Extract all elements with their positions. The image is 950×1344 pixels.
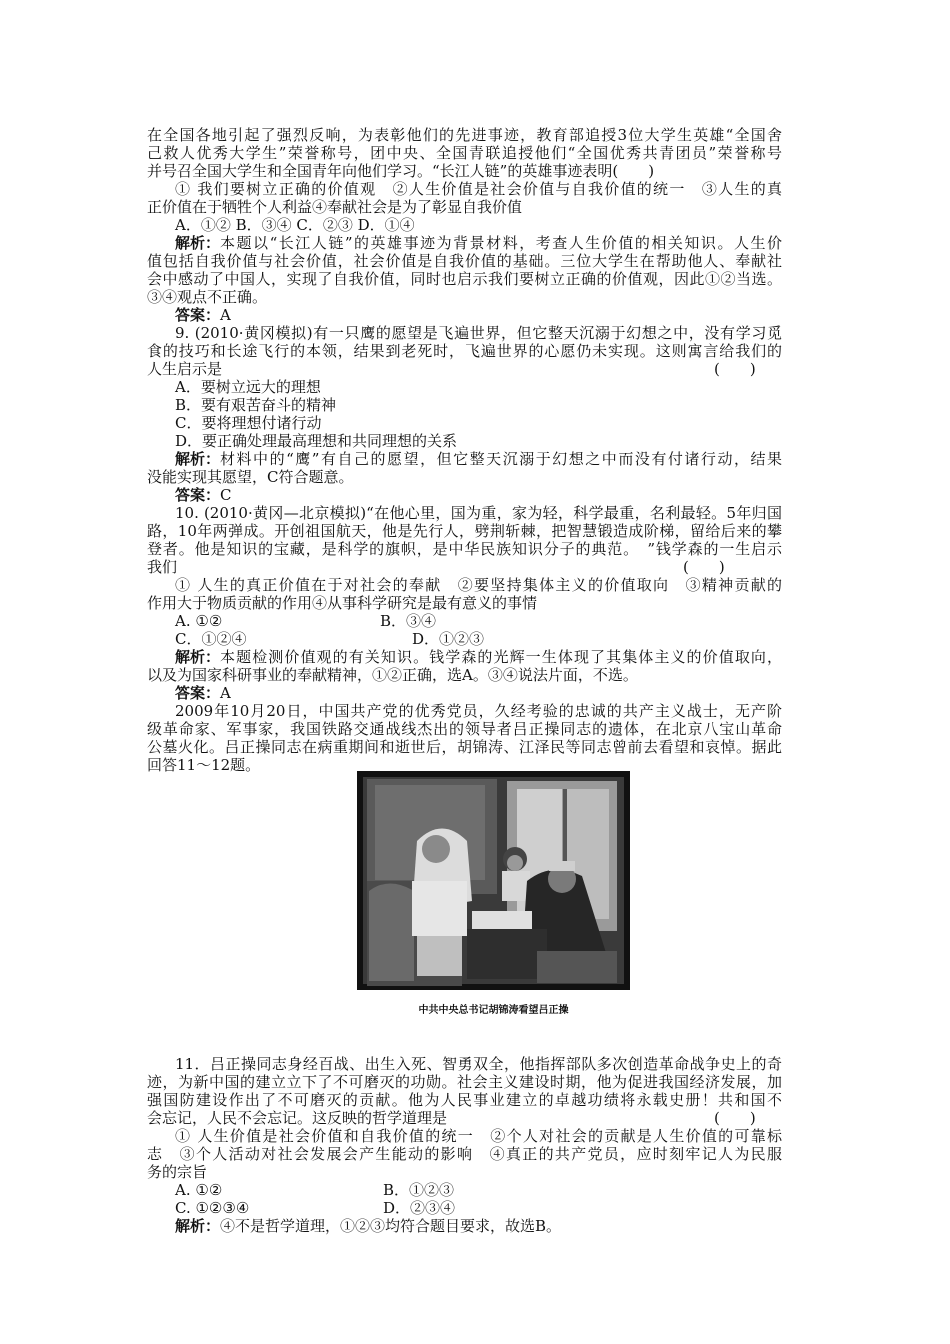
option-c: C．要将理想付诸行动 — [175, 414, 322, 432]
option-d: D．要正确处理最高理想和共同理想的关系 — [175, 432, 458, 450]
analysis-line — [175, 1217, 561, 1235]
option-a: A. ①② — [175, 612, 223, 630]
text-line: 级革命家、军事家，我国铁路交通战线杰出的领导者吕正操同志的遗体，在北京八宝山革命 — [147, 720, 782, 738]
answer-value: A — [220, 306, 231, 324]
option-c: C. ①②③④ — [175, 1199, 250, 1217]
question-11-stem: 11．吕正操同志身经百战、出生入死、智勇双全，他指挥部队多次创造革命战争史上的奇 — [175, 1055, 782, 1073]
text-line: 会忘记，人民不会忘记。这反映的哲学道理是 — [147, 1109, 448, 1127]
analysis-label: 解析： — [175, 234, 221, 252]
text-line: ① 我们要树立正确的价值观 ②人生价值是社会价值与自我价值的统一 ③人生的真 — [175, 180, 782, 198]
option-d: D．①②③ — [412, 630, 485, 648]
text-line: 我们 — [147, 558, 178, 576]
analysis-text: 材料中的“鹰”有自己的愿望，但它整天沉溺于幻想之中而没有付诸行动，结果 — [220, 450, 782, 468]
answer-blank: ( ) — [714, 1109, 756, 1127]
analysis-line — [175, 648, 782, 666]
option-a: A．要树立远大的理想 — [175, 378, 321, 396]
question-9-stem: 9. (2010·黄冈模拟)有一只鹰的愿望是飞遍世界，但它整天沉溺于幻想之中，没有学习觅 — [175, 324, 782, 342]
text-line: 务的宗旨 — [147, 1163, 208, 1181]
text-line: ① 人生价值是社会价值和自我价值的统一 ②个人对社会的贡献是人生价值的可靠标 — [175, 1127, 782, 1145]
text-line: 志 ③个人活动对社会发展会产生能动的影响 ④真正的共产党员，应时刻牢记人为民服 — [147, 1145, 782, 1163]
text-line: ① 人生的真正价值在于对社会的奉献 ②要坚持集体主义的价值取向 ③精神贡献的 — [175, 576, 782, 594]
answer-line — [175, 486, 232, 504]
answer-label: 答案： — [175, 684, 221, 702]
text-line: 在全国各地引起了强烈反响，为表彰他们的先进事迹，教育部追授3位大学生英雄“全国舍 — [147, 126, 782, 144]
option-d: D．②③④ — [383, 1199, 456, 1217]
analysis-text: 本题以“长江人链”的英雄事迹为背景材料，考查人生价值的相关知识。人生价 — [220, 234, 782, 252]
option-b: B．③④ — [380, 612, 437, 630]
answer-label: 答案： — [175, 486, 221, 504]
text-line: 并号召全国大学生和全国青年向他们学习。“长江人链”的英雄事迹表明( ) — [147, 162, 655, 180]
analysis-line — [175, 234, 782, 252]
text-line: 值包括自我价值与社会价值，社会价值是自我价值的基础。三位大学生在帮助他人、奉献社 — [147, 252, 782, 270]
answer-line — [175, 306, 231, 324]
text-line: 作用大于物质贡献的作用④从事科学研究是最有意义的事情 — [147, 594, 538, 612]
text-line: 回答11～12题。 — [147, 756, 261, 774]
photo — [357, 771, 630, 990]
text-line: 路，10年两弹成。开创祖国航天，他是先行人，劈荆斩棘，把智慧锻造成阶梯，留给后来的攀 — [147, 522, 782, 540]
material-text: 2009年10月20日，中国共产党的优秀党员，久经考验的忠诚的共产主义战士，无产阶 — [175, 702, 782, 720]
answer-blank: ( ) — [714, 360, 756, 378]
text-line: 正价值在于牺牲个人利益④奉献社会是为了彰显自我价值 — [147, 198, 523, 216]
answer-options: A．①② B．③④ C．②③ D．①④ — [175, 216, 415, 234]
option-a: A. ①② — [175, 1181, 223, 1199]
text-line: 己救人优秀大学生”荣誉称号，团中央、全国青联追授他们“全国优秀共青团员”荣誉称号 — [147, 144, 782, 162]
text-line: 登者。他是知识的宝藏，是科学的旗帜，是中华民族知识分子的典范。 ”钱学森的一生启示 — [147, 540, 782, 558]
option-b: B．要有艰苦奋斗的精神 — [175, 396, 337, 414]
text-line: 强国防建设作出了不可磨灭的贡献。他为人民事业建立的卓越功绩将永载史册！共和国不 — [147, 1091, 782, 1109]
text-line: 公墓火化。吕正操同志在病重期间和逝世后，胡锦涛、江泽民等同志曾前去看望和哀悼。据此 — [147, 738, 782, 756]
text-line: 会中感动了中国人，实现了自我价值，同时也启示我们要树立正确的价值观，因此①②当选。 — [147, 270, 782, 288]
answer-value: C — [220, 486, 232, 504]
answer-blank: ( ) — [683, 558, 725, 576]
text-line: 食的技巧和长途飞行的本领，结果到老死时，飞遍世界的心愿仍未实现。这则寓言给我们的 — [147, 342, 782, 360]
analysis-label: 解析： — [175, 648, 221, 666]
text-line: 人生启示是 — [147, 360, 223, 378]
text-line: 没能实现其愿望，C符合题意。 — [147, 468, 354, 486]
question-10-stem: 10. (2010·黄冈—北京模拟)“在他心里，国为重，家为轻，科学最重，名利最轻。5年归国 — [175, 504, 782, 522]
analysis-line — [175, 450, 782, 468]
answer-label: 答案： — [175, 306, 221, 324]
text-line: 迹，为新中国的建立立下了不可磨灭的功勋。社会主义建设时期，他为促进我国经济发展，加 — [147, 1073, 782, 1091]
photo-caption: 中共中央总书记胡锦涛看望吕正操 — [418, 1005, 569, 1016]
option-c: C．①②④ — [175, 630, 247, 648]
text-line: 以及为国家科研事业的奉献精神，①②正确，选A。③④说法片面，不选。 — [147, 666, 638, 684]
option-b: B．①②③ — [383, 1181, 455, 1199]
analysis-text: ④不是哲学道理，①②③均符合题目要求，故选B。 — [220, 1217, 562, 1235]
analysis-label: 解析： — [175, 1217, 221, 1235]
text-line: ③④观点不正确。 — [147, 288, 268, 306]
analysis-label: 解析： — [175, 450, 221, 468]
answer-value: A — [220, 684, 231, 702]
analysis-text: 本题检测价值观的有关知识。钱学森的光辉一生体现了其集体主义的价值取向， — [220, 648, 782, 666]
answer-line — [175, 684, 231, 702]
photo-illustration — [357, 771, 630, 990]
